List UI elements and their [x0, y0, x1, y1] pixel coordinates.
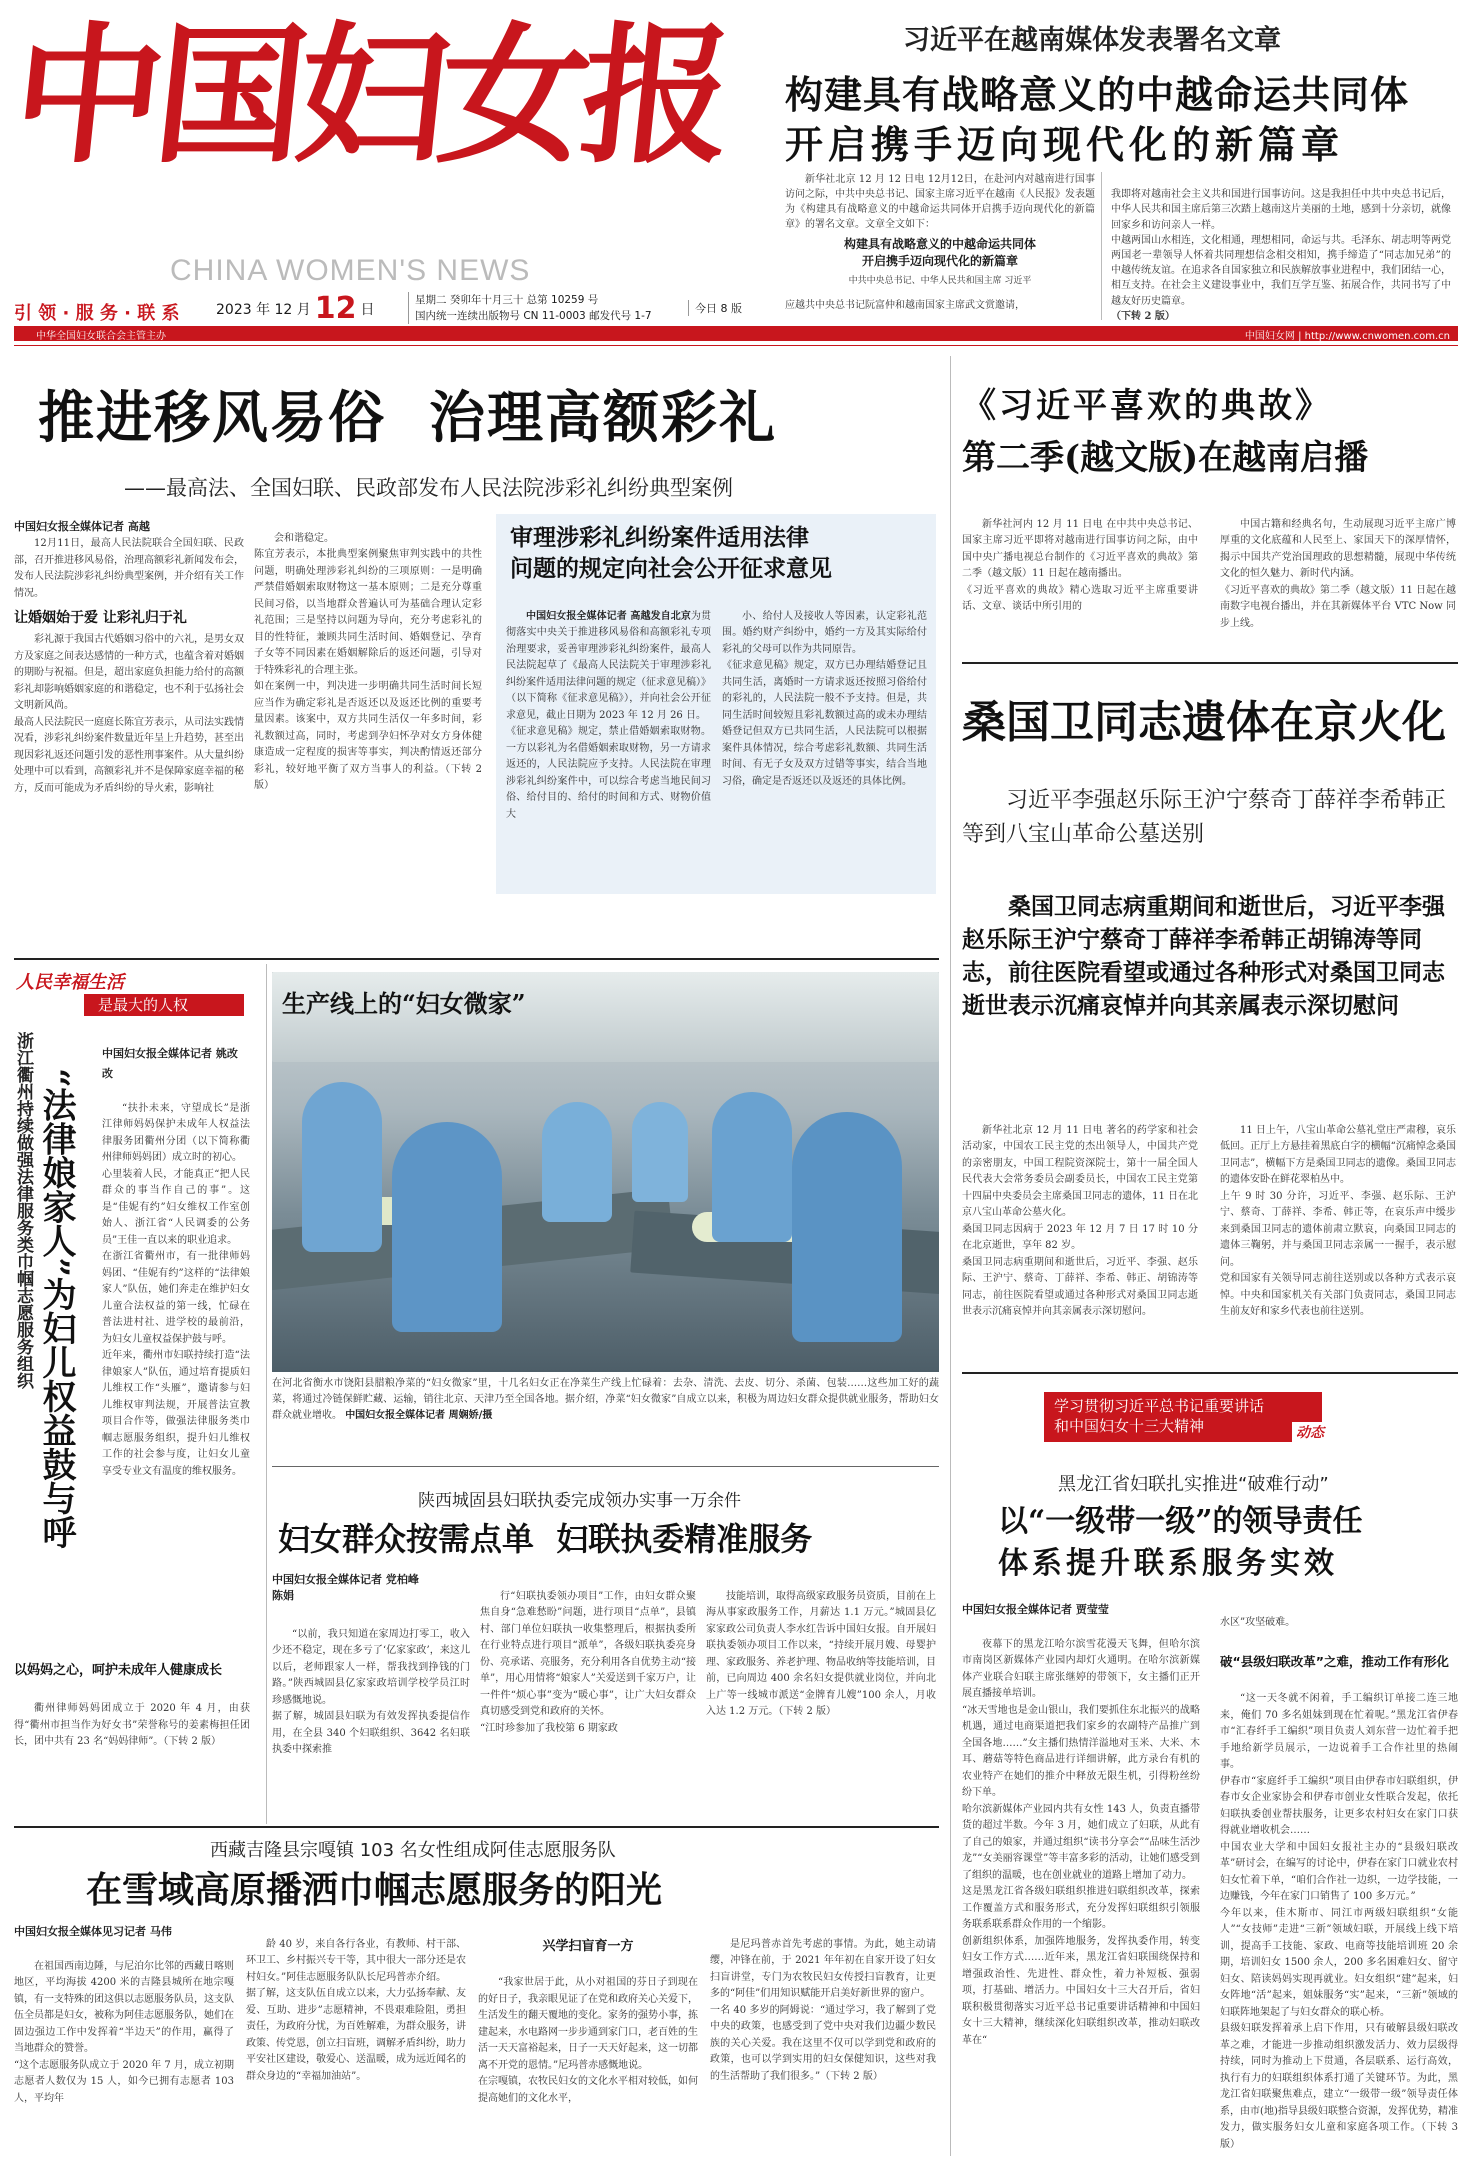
heilongjiang-col-2-text: “这一天冬就不闲着，手工编织订单接二连三地来，俺们 70 多名姐妹到现在忙着呢。”黑龙江省伊春市“汇春纤手工编织”项目负责人刘东营一边忙着手把手地给新学员展示，一边说着手工合作社里的热闹事。 伊春市“家庭纤手工编织”项目由伊春市妇联组织，伊春市女企业家协会和伊春市创业女性联合发起，依托妇联执委创业帮扶服务，让更多农村妇女在家门口获得就业增收机会…… 中国农业大学和中国妇女报社主办的“县级妇联改革”研讨会，在编写的讨论中，伊春在家门口就业农村妇女忙着下单，“咱们合作社一边织，一边学技能，一边赚钱，今年在家门口销售了 100 多万元。” 今年以来，佳木斯市、同江市两级妇联组织“女能人”“女技师”走进“三新”领域妇联，开展线上线下培训，提高手工技能、家政、电商等技能培训班 20 余期，培训妇女 1500 余人，200 多名困难妇女、留守妇女、陪读妈妈实现再就业。妇女组织“建”起来，妇女阵地“活”起来，姐妹服务“实”起来，“三新”领域的妇联阵地架起了与妇女群众的联心桥。 县级妇联发挥着承上启下作用，只有破解县级妇联改革之难，才能进一步推动组织激发活力、效力层级得持续，同时为推动上下贯通，各层联系、运行高效，执行有力的妇联组织体系打通了关键环节。为此，黑龙江省妇联聚焦难点，建立“一级带一级”领导责任体系，由市(地)指导县级妇联整合资源，发挥优势，精准发力，做实服务妇女儿童和家庭各项工作。（下转 3 版） [1220, 1693, 1458, 2150]
top-story-lead: 新华社北京 12 月 12 日电 12月12日，在赴河内对越南进行国事访问之际，中共中央总书记、国家主席习近平在越南《人民报》发表题为《构建具有战略意义的中越命运共同体开启携手迈向现代化的新篇章》的署名文章。文章全文如下： [785, 174, 1095, 230]
lead-col-1 [14, 536, 244, 797]
top-story [785, 14, 1457, 324]
masthead-title: 中国妇女报 [4, 8, 734, 184]
date-prefix: 2023 年 12 月 [216, 302, 311, 318]
vertical-kicker: 浙江衢州持续做强法律服务类巾帼志愿服务组织 [13, 1032, 33, 1389]
legal-byline [102, 1042, 242, 1082]
legal-body-2: 衢州律师妈妈团成立于 2020 年 4 月，由获得“衢州市担当作为好女书”荣誉称号的姜素梅担任团长，团中共有 23 名“妈妈律师”。（下转 2 版） [14, 1703, 250, 1747]
worker-3 [542, 1102, 612, 1222]
date-day: 12 [314, 291, 357, 326]
inset-title: 构建具有战略意义的中越命运共同体 开启携手迈向现代化的新篇章 [843, 237, 1036, 268]
sidebox-col-2 [722, 592, 927, 807]
masthead-slogan: 引 领 · 服 务 · 联 系 [14, 303, 180, 324]
legal-body-text: “扶扑未来，守望成长”是浙江律师妈妈保护未成年人权益法律服务团衢州分团（以下简称衢州律师妈妈团）成立时的初心。 心里装着人民，才能真正“把人民群众的事当作自己的事”。这是“佳妮有约”妇女维权工作室创始人、浙江省“人民调委的公务员”王佳一直以来的职业追求。 在浙江省衢州市，有一批律师妈妈团、“佳妮有约”这样的“法律娘家人”队伍，她们奔走在维护妇女儿童合法权益的第一线，忙碌在普法进村社、进学校的最前沿，为妇女儿童权益保护鼓与呼。 近年来，衢州市妇联持续打造“法律娘家人”队伍，通过培育提质妇儿维权工作“头雁”，邀请参与妇儿维权审判法规，开展普法宣教项目合作等，做强法律服务类巾帼志愿服务组织，提升妇儿维权工作的社会参与度，让妇女儿童享受专业文有温度的维权服务。 [102, 1102, 250, 1477]
rule-photo-bottom [272, 1466, 939, 1467]
top-story-body-left [785, 172, 1095, 232]
rule-top-story-split [1101, 172, 1102, 320]
tibet-col-1 [14, 1942, 234, 2124]
worker-5 [792, 1112, 902, 1342]
date-suffix: 日 [360, 302, 375, 318]
funeral-col-2 [1220, 1106, 1456, 1337]
photo-title: 生产线上的“妇女微家” [282, 989, 526, 1018]
shaanxi-byline-1: 中国妇女报全媒体记者 党柏峰 [272, 1573, 419, 1586]
vietnam-col-2 [1220, 500, 1456, 649]
top-story-inset [785, 236, 1095, 286]
sponsor-text: 中华全国妇女联合会主管主办 [36, 331, 166, 342]
top-story-continued[interactable]: （下转 2 版） [1111, 310, 1175, 322]
photo-block [272, 972, 939, 1432]
photo-caption [272, 1376, 939, 1424]
topic-tag-line-1: 学习贯彻习近平总书记重要讲话 [1054, 1397, 1265, 1415]
top-story-body-right-text: 我即将对越南社会主义共和国进行国事访问。这是我担任中共中央总书记后，中华人民共和国主席后第三次踏上越南这片美丽的土地，感到十分亲切，就像回家乡和访问亲人一样。 中越两国山水相连，文化相通，理想相同，命运与共。毛泽东、胡志明等两党两国老一辈领导人怀着共同理想信念相交相知，携手缔造了“同志加兄弟”的中越传统友谊。在追求各自国家独立和民族解放事业进程中，我们团结一心，相互支持。在社会主义建设事业中，我们互学互鉴、拓展合作，共同书写了中越友好历史篇章。 [1111, 189, 1451, 307]
heilongjiang-headline-1: 以“一级带一级”的领导责任 [998, 1504, 1363, 1539]
photo-credit: 中国妇女报全媒体记者 周娴娇/摄 [345, 1410, 493, 1421]
shaanxi-headline: 妇女群众按需点单 妇联执委精准服务 [278, 1520, 813, 1558]
vietnam-col-2-text: 中国古籍和经典名句，生动展现习近平主席广博厚重的文化底蕴和人民至上、家国天下的深厚情怀，揭示中国共产党治国理政的思想精髓，展现中华传统文化的恒久魅力、新时代内涵。 《习近平喜欢的典故》第二季（越文版）11 日起在越南数字电视台播出，并在其新媒体平台 VTC Now 同步上线。 [1220, 518, 1456, 629]
funeral-col-1-text: 新华社北京 12 月 11 日电 著名的药学家和社会活动家，中国农工民主党的杰出领导人，中国共产党的亲密朋友，中国工程院资深院士，第十一届全国人民代表大会常务委员会副委员长，中国农工民主党第十四届中央委员会主席桑国卫同志的遗体，11 日在北京八宝山革命公墓火化。 桑国卫同志因病于 2023 年 12 月 7 日 17 时 10 分在北京逝世，享年 82 岁。 桑国卫同志病重期间和逝世后，习近平、李强、赵乐际、王沪宁、蔡奇、丁薛祥、李希、韩正、胡锦涛等同志，前往医院看望或通过各种形式对桑国卫同志逝世表示沉痛哀悼并向其亲属表示深切慰问。 [962, 1124, 1198, 1317]
shaanxi-byline [272, 1572, 462, 1604]
rule-funeral-bottom [962, 1372, 1458, 1374]
vietnam-col-1-text: 新华社河内 12 月 11 日电 在中共中央总书记、国家主席习近平即将对越南进行国事访问之际，由中国中央广播电视总台制作的《习近平喜欢的典故》第二季（越文版）11 日起在越南播出。 《习近平喜欢的典故》精心选取习近平主席重要讲话、文章、谈话中所引用的 [962, 518, 1198, 612]
top-story-kicker: 习近平在越南媒体发表署名文章 [903, 25, 1281, 56]
funeral-sub-2: 桑国卫同志病重期间和逝世后，习近平李强赵乐际王沪宁蔡奇丁薛祥李希韩正胡锦涛等同志，前往医院看望或通过各种形式对桑国卫同志逝世表示沉痛哀悼并向其亲属表示深切慰问 [962, 893, 1445, 1019]
tibet-kicker: 西藏吉隆县宗嘎镇 103 名女性组成阿佳志愿服务队 [210, 1840, 616, 1861]
sidebox-col-2-text: 小、给付人及接收人等因素，认定彩礼范围。婚约财产纠纷中，婚约一方及其实际给付彩礼的父母可以作为共同原告。 《征求意见稿》规定，双方已办理结婚登记且共同生活，离婚时一方请求返还按照习俗给付的彩礼的，人民法院一般不予支持。但是，共同生活时间较短且彩礼数额过高的或未办理结婚登记但双方已共同生活，人民法院可以根据案件具体情况，综合考虑彩礼数额、共同生活时间、有无子女及双方过错等事实，结合当地习俗，确定是否返还以及返还的具体比例。 [722, 610, 927, 787]
vietnam-headline-2: 第二季(越文版)在越南启播 [962, 438, 1369, 478]
top-story-body-right [1111, 172, 1451, 324]
top-story-body-left-tail: 应越共中央总书记阮富仲和越南国家主席武文赏邀请， [785, 300, 1025, 311]
page-count: 今日 8 版 [688, 300, 742, 316]
tibet-subhead: 兴学扫盲育一方 [542, 1938, 634, 1954]
tibet-headline: 在雪域高原播洒巾帼志愿服务的阳光 [86, 1869, 663, 1911]
shaanxi-col-3 [706, 1572, 936, 1737]
shaanxi-col-1-text: “以前，我只知道在家周边打零工，收入少还不稳定，现在多亏了‘亿家家政’，来这儿以后，老师跟家人一样，帮我找到挣钱的门路。”陕西城固县亿家家政培训学校学员江时珍感慨地说。 据了解，城固县妇联为有效发挥执委提信作用，在全县 340 个妇联组织、3642 名妇联执委中探索推 [272, 1628, 470, 1755]
sidebox-title: 审理涉彩礼纠纷案件适用法律 问题的规定向社会公开征求意见 [510, 524, 832, 582]
top-story-headline-2: 开启携手迈向现代化的新篇章 [785, 122, 1345, 167]
lead-col-2-text: 会和谐稳定。 陈宜芳表示，本批典型案例聚焦审判实践中的共性问题，明确处理涉彩礼纠纷的三项原则：一是明确严禁借婚姻索取财物这一基本原则；二是充分尊重民间习俗，以当地群众普遍认可为基础合理认定彩礼范围；三是坚持以问题为导向，充分考虑彩礼的目的性特征，兼顾共同生活时间、婚姻登记、孕育子女等不同因素在婚姻解除后的返还问题，引导对于特殊彩礼的合理主张。 如在案例一中，判决进一步明确共同生活时间长短应当作为确定彩礼是否返还以及返还比例的重要考量因素。该案中，双方共同生活仅一年多时间，彩礼数额过高，同时，考虑到孕妇怀孕对女方身体健康造成一定程度的损害等事实，判决酌情返还部分彩礼，较好地平衡了双方当事人的利益。（下转 2 版） [254, 532, 482, 791]
legal-byline-text: 中国妇女报全媒体记者 姚改改 [102, 1047, 238, 1080]
brand-label: 人民幸福生活 [16, 972, 124, 993]
rule-lead-bottom [14, 958, 939, 960]
vertical-headline: “法律娘家人”为妇儿权益鼓与呼 [36, 1068, 76, 1550]
lead-col-1-text: 12月11日，最高人民法院联合全国妇联、民政部，召开推进移风易俗，治理高额彩礼新闻发布会，发布人民法院涉彩礼纠纷典型案例，并介绍有关工作情况。 [14, 538, 244, 599]
photo-caption-text: 在河北省衡水市饶阳县腊粮净菜的“妇女微家”里，十几名妇女正在净菜生产线上忙碌着：去杂、清洗、去皮、切分、杀菌、包装……这些加工好的蔬菜，将通过冷链保鲜贮藏、运输，销往北京、天津乃至全国各地。据介绍，净菜“妇女微家”自成立以来，积极为周边妇女群众提供就业服务，帮助妇女群众就业增收。 [272, 1378, 939, 1421]
heilongjiang-byline [962, 1598, 1198, 1618]
shaanxi-story [272, 1476, 939, 1816]
factory-photo [272, 972, 939, 1372]
rule-left-col [266, 964, 267, 1824]
sidebox-byline: 中国妇女报全媒体记者 高越发自北京 [526, 610, 691, 622]
lead-sidebox [496, 514, 936, 894]
lead-col-2 [254, 514, 482, 811]
tibet-col-3-text: “我家世居于此，从小对祖国的芬日子到现在的好日子，我亲眼见证了在党和政府关心关爱下，生活发生的翻天覆地的变化。家务的强势小事，拣建起来，水电路网一步步通到家门口，老百姓的生活一天天富裕起来，日子一天天好起来，这一切都离不开党的恩情。”尼玛普赤感慨地说。 在宗嘎镇，农牧民妇女的文化水平相对较低，如何提高她们的文化水平， [478, 1977, 698, 2104]
shaanxi-byline-2: 陈娟 [272, 1589, 294, 1602]
top-story-headline-1: 构建具有战略意义的中越命运共同体 [785, 72, 1410, 117]
lead-byline [14, 515, 244, 535]
legal-subtitle: 以妈妈之心，呵护未成年人健康成长 [14, 1662, 223, 1678]
tibet-byline-text: 中国妇女报全媒体见习记者 马伟 [14, 1925, 172, 1938]
topic-tag [1044, 1392, 1322, 1442]
lead-col-1b-text: 彩礼源于我国古代婚姻习俗中的六礼，是男女双方及家庭之间表达感情的一种方式，也蕴含着对婚姻的期盼与祝福。但是，超出家庭负担能力给付的高额彩礼却影响婚姻家庭的和谐稳定，也不利于弘扬社会文明新风尚。 最高人民法院民一庭庭长陈宜芳表示，从司法实践情况看，涉彩礼纠纷案件数量近年呈上升趋势，甚至出现因彩礼返还问题引发的恶性刑事案件。从大量纠纷处理中可以看到，高额彩礼并不是保障家庭幸福的秘方，反而可能成为矛盾纠纷的导火索，影响社 [14, 634, 244, 794]
masthead-english: CHINA WOMEN'S NEWS [170, 254, 531, 287]
heilongjiang-kicker: 黑龙江省妇联扎实推进“破难行动” [1058, 1474, 1329, 1495]
brand-banner [84, 994, 244, 1016]
lead-story [14, 356, 959, 956]
vietnam-headline-1: 《习近平喜欢的典故》 [962, 386, 1332, 426]
lead-subtitle: 让婚姻始于爱 让彩礼归于礼 [14, 610, 187, 626]
tibet-col-1-text: 在祖国西南边陲，与尼泊尔比邻的西藏日喀则地区，平均海拔 4200 米的吉隆县城所在地宗嘎镇，有一支特殊的团这俱以志愿服务队员，这支队伍全员都是妇女，被称为阿佳志愿服务队，她们在固边强边工作中发挥着“半边天”的作用，赢得了当地群众的赞誉。 “这个志愿服务队成立于 2020 年 7 月，成立初期志愿者人数仅为 15 人，如今已拥有志愿者 103 人，平均年 [14, 1960, 234, 2104]
vietnam-col-1 [962, 500, 1198, 632]
sidebox-col-1-text: 为贯彻落实中央关于推进移风易俗和高额彩礼专项治理要求，妥善审理涉彩礼纠纷案件，最高人民法院起草了《最高人民法院关于审理涉彩礼纠纷案件适用法律问题的规定（征求意见稿）》（以下简称《征求意见稿》），并向社会公开征求意见，截止日期为 2023 年 12 月 26 日。 《征求意见稿》规定，禁止借婚姻索取财物。一方以彩礼为名借婚姻索取财物，另一方请求返还的，人民法院应予支持。人民法院在审理涉彩礼纠纷案件中，可以综合考虑当地民间习俗、给付目的、给付的时间和方式、财物价值大 [506, 610, 712, 820]
topic-tag-line-2: 和中国妇女十三大精神 [1054, 1417, 1205, 1435]
tibet-col-3 [478, 1920, 698, 2124]
funeral-col-2-text: 11 日上午，八宝山革命公墓礼堂庄严肃穆，哀乐低回。正厅上方悬挂着黑底白字的横幅“沉痛悼念桑国卫同志”，横幅下方是桑国卫同志的遗像。桑国卫同志的遗体安卧在鲜花翠柏丛中。 上午 9 时 30 分许，习近平、李强、赵乐际、王沪宁、蔡奇、丁薛祥、李希、韩正等，在哀乐声中缓步来到桑国卫同志的遗体前肃立默哀，向桑国卫同志的遗体三鞠躬，并与桑国卫同志亲属一一握手，表示慰问。 党和国家有关领导同志前往送别或以各种方式表示哀悼。中央和国家机关有关部门负责同志，桑国卫同志生前友好和家乡代表也前往送别。 [1220, 1124, 1456, 1317]
shaanxi-col-2 [480, 1572, 696, 1754]
rule-under-masthead [14, 345, 1458, 346]
legal-body-bottom [14, 1644, 250, 1767]
masthead-bottom-bar [14, 326, 1458, 341]
shaanxi-col-1 [272, 1610, 470, 1775]
shaanxi-kicker: 陕西城固县妇联执委完成领办实事一万余件 [418, 1491, 741, 1511]
brand-banner-text: 是最大的人权 [98, 996, 189, 1014]
worker-6 [632, 1102, 688, 1202]
worker-4 [712, 1092, 792, 1242]
tibet-col-4 [710, 1920, 936, 2102]
lead-headline: 推进移风易俗 治理高额彩礼 [38, 385, 777, 451]
funeral-story [962, 676, 1458, 1356]
funeral-col-1 [962, 1106, 1198, 1337]
tibet-col-2-text: 龄 40 岁，来自各行各业，有教师、村干部、环卫工、乡村振兴专干等，其中很大一部分还是农村妇女。”阿佳志愿服务队队长尼玛普赤介绍。 据了解，这支队伍自成立以来，大力弘扬奉献、友爱、互助、进步”志愿精神，不畏艰难险阻，勇担责任，为政府分忧，为百姓解难，为群众服务，讲政策、传党恩，创立扫盲班，调解矛盾纠纷，助力平安社区建设，敬爱心、送温暖，成为远近闻名的群众身边的“幸福加油站”。 [246, 1938, 466, 2082]
website-link[interactable]: 中国妇女网 | http://www.cnwomen.com.cn [1244, 331, 1450, 342]
heilongjiang-col-1 [962, 1620, 1200, 2066]
issue-line-2: 国内统一连续出版物号 CN 11-0003 邮发代号 1-7 [415, 310, 652, 322]
vietnam-story [962, 370, 1458, 650]
heilongjiang-story [962, 1386, 1458, 2156]
issue-info [408, 292, 652, 324]
heilongjiang-headline-2: 体系提升联系服务实效 [998, 1546, 1338, 1581]
heilongjiang-col-2-lead: 水区”攻坚破难。 [1220, 1616, 1296, 1628]
tibet-story [14, 1832, 939, 2152]
legal-story [14, 964, 264, 1794]
inset-byline: 中共中央总书记、中华人民共和国主席 习近平 [848, 276, 1032, 286]
tibet-byline [14, 1920, 234, 1940]
funeral-headline: 桑国卫同志遗体在京火化 [962, 697, 1446, 748]
lead-subhead: ——最高法、全国妇联、民政部发布人民法院涉彩礼纠纷典型案例 [124, 476, 733, 500]
worker-2 [392, 1122, 502, 1332]
worker-1 [302, 1082, 382, 1252]
heilongjiang-col-2 [1220, 1598, 1458, 2170]
heilongjiang-subtitle: 破“县级妇联改革”之难，推动工作有形化 [1220, 1653, 1449, 1669]
lead-byline-text: 中国妇女报全媒体记者 高越 [14, 520, 150, 533]
heilongjiang-byline-text: 中国妇女报全媒体记者 贾莹莹 [962, 1603, 1109, 1616]
heilongjiang-col-1-text: 夜幕下的黑龙江哈尔滨雪花漫天飞舞，但哈尔滨市南岗区新媒体产业园内却灯火通明。在哈尔滨新媒体产业联合妇联主席张继婷的带领下，女主播们正开展直播接单培训。 “冰天雪地也是金山银山，我们要抓住东北振兴的战略机遇，通过电商渠道把我们家乡的农副特产品推广到全国各地……”女主播们热情洋溢地对玉米、大米、木耳、蘑菇等特色商品进行详细讲解，此方录台有机的农业特产在她们的推介中释放无限生机，引得粉丝纷纷下单。 哈尔滨新媒体产业园内共有女性 143 人，负责直播带货的超过半数。今年 3 月，她们成立了妇联，从此有了自己的娘家，并通过组织“读书分享会”“品味生活沙龙”“女美丽容课堂”等丰富多彩的活动，让她们感受到了组织的温暖，也在创业就业的道路上增加了动力。 这是黑龙江省各级妇联组织推进妇联组织改革，探索工作覆盖方式和服务形式，充分发挥妇联组织引领服务联系联系群众作用的一个缩影。 创新组织体系，加强阵地服务，发挥执委作用，转变妇女工作方式……近年来，黑龙江省妇联围绕保持和增强政治性、先进性、群众性，着力补短板、强弱项，打基础、增活力。中国妇女十三大召开后，省妇联积极贯彻落实习近平总书记重要讲话精神和中国妇女十三大精神，继续深化妇联组织改革，推动妇联改革在“ [962, 1638, 1200, 2046]
tibet-col-4-text: 是尼玛普赤首先考虑的事情。为此，她主动请缨，冲锋在前，于 2021 年年初在自家开设了妇女扫盲讲堂，专门为农牧民妇女传授扫盲教育，让更多的“阿佳”们用知识赋能开启美好新世界的窗户。 一名 40 多岁的阿姆说：“通过学习，我了解到了党中央的政策，也感受到了党中央对我们边疆少数民族的关心关爱。我在这里不仅可以学到党和政府的政策，也可以学到实用的妇女保健知识，这些对我的生活帮助了我们很多。”（下转 2 版） [710, 1938, 936, 2082]
legal-body [102, 1084, 250, 1497]
rule-shaanxi-bottom [14, 1826, 939, 1828]
tibet-col-2 [246, 1920, 466, 2102]
date-block [216, 291, 375, 326]
rule-main-vertical [950, 356, 951, 2156]
shaanxi-col-3-text: 技能培训，取得高级家政服务员资质，目前在上海从事家政服务工作，月薪达 1.1 万元。”城固县亿家家政公司负责人李水红告诉中国妇女报。自开展妇联执委领办项目工作以来，“持续开展月嫂、母婴护理、家政服务、养老护理、物品收纳等技能培训，目前，已向周边 400 余名妇女提供就业岗位，并向北上广等一线城市派送“金牌育儿嫂”100 余人，月收入达 1.2 万元。（下转 2 版） [706, 1590, 936, 1717]
rule-vietnam-bottom [962, 662, 1458, 664]
issue-line-1: 星期二 癸卯年十月三十 总第 10259 号 [415, 294, 599, 306]
sidebox-col-1 [506, 592, 711, 840]
funeral-sub-1: 习近平李强赵乐际王沪宁蔡奇丁薛祥李希韩正等到八宝山革命公墓送别 [962, 788, 1447, 847]
topic-tag-dynamic: 动态 [1292, 1422, 1328, 1442]
shaanxi-col-2-text: 行“妇联执委领办项目”工作，由妇女群众聚焦自身“急难愁盼”问题，进行项目“点单”，县镇村、部门单位妇联执一收集整理后，根据执委所在行业特点进行项目“派单”，各级妇联执委亮身份、亮承诺、亮服务，充分利用各自优势主动“接单”，用心用情将“娘家人”关爱送到千家万户，让一件件“烦心事”变为“暖心事”，让广大妇女群众真切感受到党和政府的关怀。 “江时珍参加了我校第 6 期家政 [480, 1590, 696, 1734]
